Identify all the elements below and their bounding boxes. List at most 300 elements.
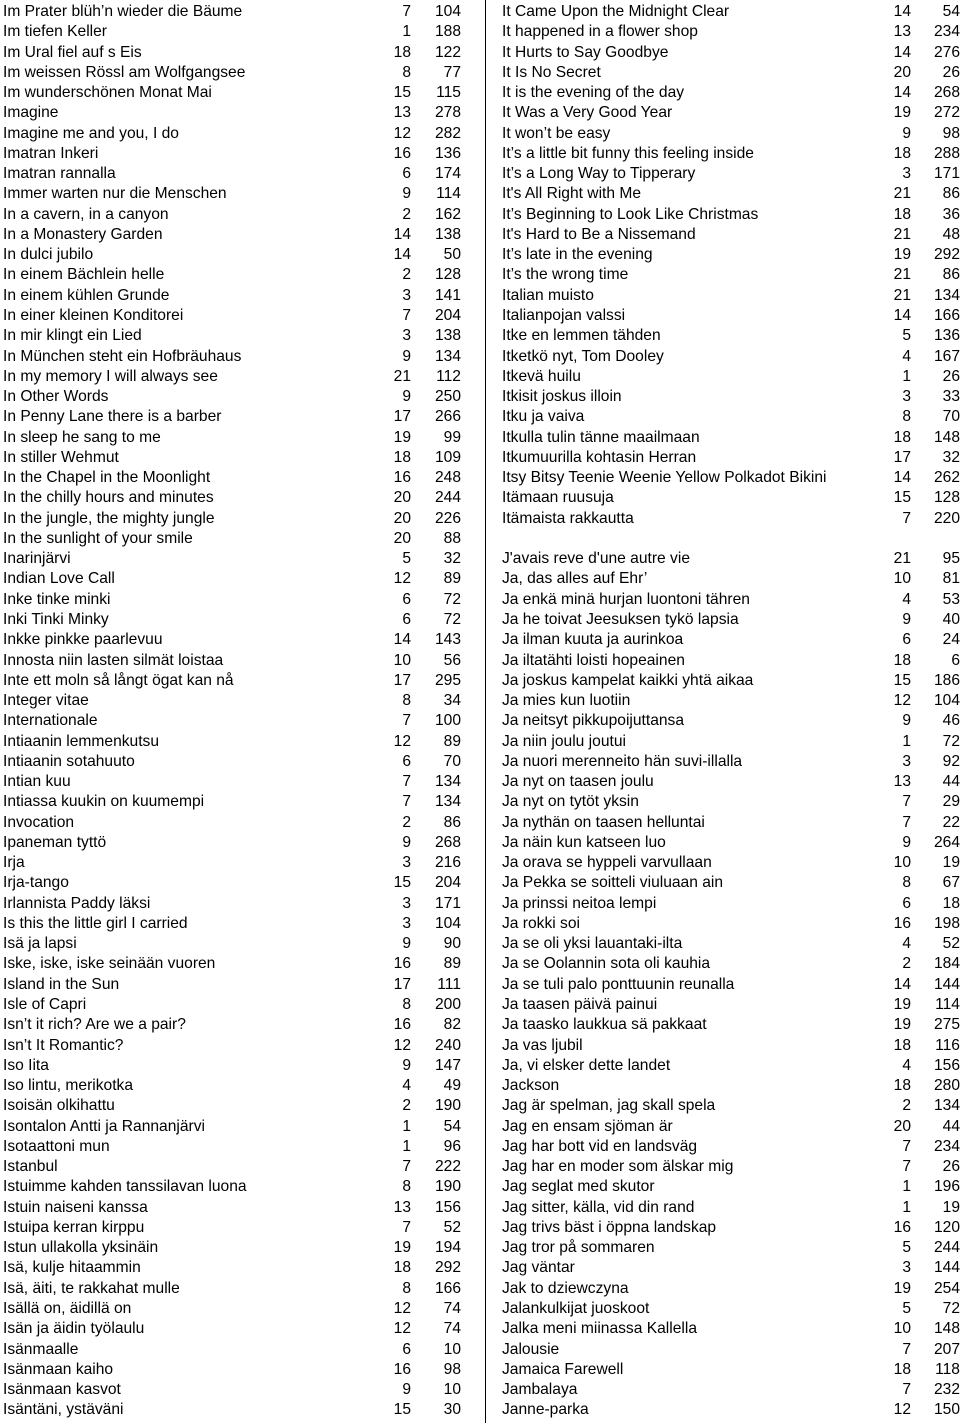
index-entry [3,954,463,974]
volume-number: 20 [893,63,911,81]
song-title: Ja taasko laukkua sä pakkaat [502,1016,707,1034]
page-number: 100 [434,712,461,730]
song-title: Istun ullakolla yksinäin [3,1239,159,1257]
song-title: Itkevä huilu [502,367,581,385]
song-title: It’s the wrong time [502,266,629,284]
index-entry [502,752,960,772]
page-number: 50 [443,246,461,264]
song-title: Ja enkä minä hurjan luontoni tähren [502,590,750,608]
index-entry [3,306,463,326]
index-column-right [502,2,960,1421]
page-number: 116 [935,1036,960,1054]
volume-number: 21 [893,286,911,304]
index-entry [3,63,463,83]
volume-number: 21 [893,225,911,243]
song-title: In einem Bächlein helle [3,266,165,284]
song-title: Irlannista Paddy läksi [3,894,151,912]
volume-number: 8 [902,874,911,892]
index-entry [502,1056,960,1076]
song-title: It's All Right with Me [502,185,642,203]
page-number: 114 [935,996,960,1014]
page-number: 276 [933,43,960,61]
page-number: 136 [933,327,960,345]
volume-number: 7 [402,1218,411,1236]
index-entry [502,367,960,387]
page-number: 70 [443,752,461,770]
index-entry [502,164,960,184]
index-entry [3,813,463,833]
page-number: 70 [942,408,960,426]
song-title: J'avais reve d'une autre vie [502,550,690,568]
index-entry [502,590,960,610]
song-title: It Is No Secret [502,63,601,81]
page-number: 144 [933,1259,960,1277]
page-number: 72 [443,610,461,628]
volume-number: 19 [893,996,911,1014]
volume-number: 3 [902,1259,911,1277]
index-entry [3,1015,463,1035]
song-title: Istuimme kahden tanssilavan luona [3,1178,247,1196]
page-number: 89 [443,955,461,973]
page-number: 72 [443,590,461,608]
volume-number: 5 [902,327,911,345]
page-number: 232 [933,1381,960,1399]
song-title: In Penny Lane there is a barber [3,408,222,426]
song-title: It's Hard to Be a Nissemand [502,225,696,243]
song-title: Ja ilman kuuta ja aurinkoa [502,631,684,649]
volume-number: 2 [902,955,911,973]
index-entry [3,914,463,934]
index-entry [502,1340,960,1360]
song-title: Itkulla tulin tänne maailmaan [502,428,700,446]
page-number: 74 [443,1300,461,1317]
song-title: Im tiefen Keller [3,23,108,41]
song-title: Jackson [502,1077,560,1095]
volume-number: 15 [893,489,911,507]
song-title: In stiller Wehmut [3,448,119,466]
page-number: 77 [443,63,461,81]
index-entry [3,1036,463,1056]
volume-number: 9 [402,347,411,365]
volume-number: 1 [402,1117,411,1135]
song-title: Isän ja äidin työlaulu [3,1320,145,1338]
volume-number: 5 [902,1239,911,1257]
song-title: Ja mies kun luotiin [502,692,631,710]
page-number: 19 [942,1198,960,1216]
index-entry [3,1218,463,1238]
page-number: 109 [434,448,461,466]
song-title: It won’t be easy [502,124,611,142]
volume-number: 20 [393,529,411,547]
index-entry [3,2,463,22]
page-number: 104 [933,692,960,710]
volume-number: 8 [402,692,411,710]
page-number: 216 [434,854,461,872]
song-title: Im weissen Rössl am Wolfgangsee [3,63,246,81]
song-title: Imagine [3,104,59,122]
index-entry [3,1299,463,1319]
index-entry [502,124,960,144]
page-number: 82 [443,1016,461,1034]
song-title: Itketkö nyt, Tom Dooley [502,347,664,365]
volume-number: 14 [893,469,911,487]
index-entry [3,752,463,772]
index-entry [3,894,463,914]
page-number: 52 [942,935,960,953]
index-entry [502,488,960,508]
index-entry [502,1218,960,1238]
song-title: Isn’t It Romantic? [3,1036,124,1054]
page-number: 200 [434,996,461,1014]
song-title: In einem kühlen Grunde [3,286,170,304]
index-entry [3,1198,463,1218]
volume-number: 18 [893,1036,911,1054]
song-title: Intiaanin lemmenkutsu [3,732,160,750]
page-number: 141 [434,286,461,304]
volume-number: 18 [893,428,911,446]
index-entry [3,772,463,792]
page-number: 18 [942,894,960,912]
page-number: 36 [942,205,960,223]
volume-number: 2 [402,813,411,831]
song-title: Jamaica Farewell [502,1360,624,1378]
page-number: 134 [434,793,461,811]
volume-number: 10 [893,1320,911,1338]
volume-number: 7 [902,1340,911,1358]
index-entry [502,630,960,650]
volume-number: 18 [393,1259,411,1277]
volume-number: 9 [402,185,411,203]
volume-number: 16 [893,914,911,932]
index-entry [502,144,960,164]
page-number: 143 [434,631,461,649]
index-entry [3,367,463,387]
song-title: Imatran rannalla [3,165,116,183]
volume-number: 12 [393,1036,411,1054]
page-number: 292 [933,246,960,264]
index-entry [3,691,463,711]
index-entry [3,1096,463,1116]
volume-number: 3 [402,854,411,872]
index-entry [502,205,960,225]
song-title: Jalka meni miinassa Kallella [502,1320,698,1338]
song-title: Isoisän olkihattu [3,1097,115,1115]
volume-number: 14 [893,43,911,61]
index-entry [3,184,463,204]
volume-number: 7 [902,1158,911,1176]
page-number: 166 [933,306,960,324]
page-number: 190 [434,1097,461,1115]
song-title: Im Ural fiel auf s Eis [3,43,142,61]
page-number: 144 [933,975,960,993]
song-title: Is this the little girl I carried [3,914,188,932]
index-entry [3,265,463,285]
song-title: In a cavern, in a canyon [3,205,169,223]
volume-number: 14 [893,3,911,20]
index-entry [502,610,960,630]
volume-number: 7 [902,1137,911,1155]
volume-number: 1 [902,1178,911,1196]
song-title: In einer kleinen Konditorei [3,306,184,324]
volume-number: 1 [402,1137,411,1155]
page-number: 24 [942,631,960,649]
song-title: Ja he toivat Jeesuksen tykö lapsia [502,610,739,628]
volume-number: 20 [393,489,411,507]
index-entry [3,448,463,468]
song-title: Italianpojan valssi [502,306,626,324]
index-entry [3,1238,463,1258]
page-number: 234 [933,23,960,41]
page-number: 32 [443,550,461,568]
volume-number: 19 [893,246,911,264]
page-number: 248 [434,469,461,487]
page-number: 184 [933,955,960,973]
index-entry [502,1400,960,1420]
page-number: 122 [434,43,461,61]
index-entry [502,1096,960,1116]
song-title: Invocation [3,813,75,831]
volume-number: 16 [393,1360,411,1378]
song-title: Jag seglat med skutor [502,1178,655,1196]
index-entry [3,853,463,873]
song-title: Ipaneman tyttö [3,833,107,851]
page-number: 30 [443,1401,461,1419]
page-number: 34 [443,692,461,710]
index-entry [502,792,960,812]
volume-number: 14 [393,246,411,264]
index-entry [3,468,463,488]
page-number: 174 [434,165,461,183]
index-entry [502,1198,960,1218]
page-number: 264 [933,833,960,851]
page-number: 92 [942,752,960,770]
page-number: 99 [443,428,461,446]
song-title: Isällä on, äidillä on [3,1300,132,1317]
index-entry [3,1056,463,1076]
volume-number: 21 [893,550,911,568]
song-title: Itämaista rakkautta [502,509,634,527]
page-number: 134 [434,773,461,791]
index-entry [3,873,463,893]
page-number: 207 [933,1340,960,1358]
volume-number: 7 [402,306,411,324]
page-number: 292 [434,1259,461,1277]
song-title: Inki Tinki Minky [3,610,109,628]
index-entry [3,792,463,812]
page-number: 46 [942,712,960,730]
page-number: 74 [443,1320,461,1338]
volume-number: 7 [402,712,411,730]
page-number: 104 [434,914,461,932]
page-number: 138 [434,327,461,345]
index-entry [3,1380,463,1400]
volume-number: 14 [893,84,911,102]
song-title: Ja nuori merenneito hän suvi-illalla [502,752,743,770]
index-entry [502,83,960,103]
page-number: 118 [935,1360,960,1378]
index-column-left [3,2,463,1421]
volume-number: 18 [893,144,911,162]
index-entry [3,569,463,589]
index-entry [3,83,463,103]
volume-number: 9 [402,388,411,406]
volume-number: 12 [393,124,411,142]
index-entry [502,1299,960,1319]
volume-number: 18 [893,205,911,223]
song-title: Jag tror på sommaren [502,1239,655,1257]
song-title: Ja vas ljubil [502,1036,583,1054]
song-title: Iso Iita [3,1056,49,1074]
page-number: 86 [443,813,461,831]
volume-number: 10 [393,651,411,669]
index-entry [3,732,463,752]
index-entry [3,22,463,42]
song-title: Ja orava se hyppeli varvullaan [502,854,712,872]
volume-number: 3 [402,327,411,345]
index-entry [3,934,463,954]
song-title: Jag en ensam sjöman är [502,1117,673,1135]
song-title: Isn’t it rich? Are we a pair? [3,1016,186,1034]
page-number: 115 [436,84,461,102]
index-entry [3,1137,463,1157]
page-number: 86 [942,266,960,284]
page-number: 171 [434,894,461,912]
song-title: Jag trivs bäst i öppna landskap [502,1218,717,1236]
page-number: 198 [933,914,960,932]
index-entry [3,144,463,164]
song-title: Ja niin joulu joutui [502,732,626,750]
song-title: In a Monastery Garden [3,225,163,243]
volume-number: 4 [402,1077,411,1095]
volume-number: 9 [902,712,911,730]
page-number: 49 [443,1077,461,1095]
index-entry [502,833,960,853]
volume-number: 14 [393,631,411,649]
song-title: Italian muisto [502,286,594,304]
page-number: 48 [942,225,960,243]
index-entry [502,286,960,306]
volume-number: 20 [893,1117,911,1135]
volume-number: 13 [393,1198,411,1216]
song-title: It’s a little bit funny this feeling inside [502,144,754,162]
index-entry [3,1117,463,1137]
volume-number: 20 [393,509,411,527]
song-title: Island in the Sun [3,975,120,993]
song-title: Jag väntar [502,1259,575,1277]
volume-number: 18 [893,651,911,669]
index-entry [502,529,960,549]
song-title: Inkke pinkke paarlevuu [3,631,163,649]
volume-number: 14 [893,306,911,324]
song-title: Ja iltatähti loisti hopeainen [502,651,685,669]
song-title: In my memory I will always see [3,367,218,385]
volume-number: 2 [402,1097,411,1115]
index-entry [502,225,960,245]
song-title: Jalankulkijat juoskoot [502,1300,650,1317]
page-number: 112 [436,367,461,385]
index-entry [3,326,463,346]
index-entry [502,914,960,934]
index-entry [502,387,960,407]
index-entry [3,995,463,1015]
page-number: 134 [933,1097,960,1115]
page-number: 32 [942,448,960,466]
volume-number: 10 [893,570,911,588]
volume-number: 6 [402,1340,411,1358]
index-entry [502,894,960,914]
song-title: Itke en lemmen tähden [502,327,661,345]
page-number: 128 [933,489,960,507]
page-number: 19 [942,854,960,872]
song-title: It Was a Very Good Year [502,104,673,122]
song-title: Ja Pekka se soitteli viuluaan ain [502,874,724,892]
page-number: 33 [942,388,960,406]
volume-number: 6 [402,610,411,628]
volume-number: 8 [402,996,411,1014]
page-number: 220 [933,509,960,527]
page-number: 280 [933,1077,960,1095]
volume-number: 17 [393,975,411,993]
song-title: Jag sitter, källa, vid din rand [502,1198,695,1216]
index-entry [3,1360,463,1380]
volume-number: 2 [402,266,411,284]
page-number: 44 [942,1117,960,1135]
song-title: Imagine me and you, I do [3,124,179,142]
index-entry [502,509,960,529]
index-entry [502,995,960,1015]
song-title: Itsy Bitsy Teenie Weenie Yellow Polkadot Bikini [502,469,827,487]
index-entry [502,468,960,488]
volume-number: 18 [893,1077,911,1095]
volume-number: 15 [893,671,911,689]
page-number: 272 [933,104,960,122]
song-title: Jag har en moder som älskar mig [502,1158,734,1176]
index-entry [3,488,463,508]
volume-number: 4 [902,1056,911,1074]
song-title: In the chilly hours and minutes [3,489,214,507]
volume-number: 3 [402,914,411,932]
song-title: Itkisit joskus illoin [502,388,622,406]
index-entry [3,387,463,407]
song-title: Istuipa kerran kirppu [3,1218,145,1236]
index-entry [502,1238,960,1258]
volume-number: 9 [902,833,911,851]
index-entry [502,1177,960,1197]
volume-number: 1 [902,732,911,750]
song-title: Janne-parka [502,1401,589,1419]
song-title: Ja se tuli palo ponttuunin reunalla [502,975,735,993]
volume-number: 18 [393,448,411,466]
index-entry [502,448,960,468]
index-entry [502,691,960,711]
index-entry [3,1258,463,1278]
song-title: Inte ett moln så långt ögat kan nå [3,671,234,689]
song-title: Intiaanin sotahuuto [3,752,135,770]
page-number: 54 [443,1117,461,1135]
index-entry [3,205,463,225]
page-number: 166 [434,1279,461,1297]
song-title: In mir klingt ein Lied [3,327,142,345]
index-entry [3,651,463,671]
page-number: 275 [933,1016,960,1034]
page-number: 250 [434,388,461,406]
index-entry [3,1157,463,1177]
song-title: Itkumuurilla kohtasin Herran [502,448,697,466]
index-entry [3,1279,463,1299]
volume-number: 19 [893,104,911,122]
index-entry [502,1380,960,1400]
index-entry [502,975,960,995]
